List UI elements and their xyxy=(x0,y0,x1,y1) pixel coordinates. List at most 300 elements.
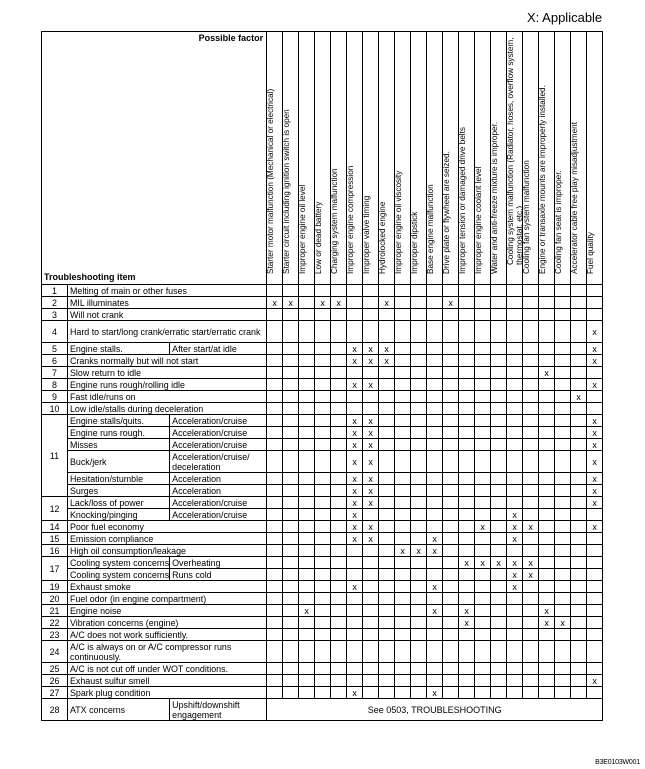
factor-label: Improper engine compression xyxy=(346,165,356,275)
applicable-cell xyxy=(299,321,315,343)
applicable-cell xyxy=(379,521,395,533)
applicable-cell xyxy=(411,321,427,343)
applicable-cell xyxy=(523,497,539,509)
applicable-cell xyxy=(587,663,603,675)
applicable-cell xyxy=(363,663,379,675)
applicable-cell xyxy=(347,663,363,675)
row-number: 22 xyxy=(42,617,68,629)
applicable-cell xyxy=(427,629,443,641)
applicable-cell xyxy=(587,641,603,663)
applicable-cell xyxy=(267,451,283,473)
table-row xyxy=(42,451,603,473)
troubleshooting-item: Spark plug condition xyxy=(68,687,267,699)
applicable-cell xyxy=(427,675,443,687)
applicable-cell xyxy=(571,533,587,545)
applicable-cell xyxy=(363,629,379,641)
applicable-cell xyxy=(267,485,283,497)
applicable-cell xyxy=(331,521,347,533)
troubleshooting-table xyxy=(41,31,603,721)
applicable-cell xyxy=(475,451,491,473)
applicable-cell xyxy=(379,569,395,581)
applicable-cell xyxy=(315,521,331,533)
factor-header xyxy=(283,32,299,285)
applicable-cell xyxy=(459,415,475,427)
applicable-cell xyxy=(283,663,299,675)
applicable-cell xyxy=(411,509,427,521)
applicable-cell xyxy=(267,427,283,439)
applicable-cell xyxy=(491,497,507,509)
applicable-cell xyxy=(459,473,475,485)
applicable-cell xyxy=(347,617,363,629)
applicable-cell xyxy=(315,367,331,379)
applicable-cell xyxy=(315,641,331,663)
applicable-cell xyxy=(587,391,603,403)
applicable-cell xyxy=(507,321,523,343)
applicable-cell xyxy=(299,473,315,485)
factor-header xyxy=(267,32,283,285)
applicable-cell xyxy=(283,641,299,663)
applicable-cell xyxy=(427,509,443,521)
applicable-cell xyxy=(427,617,443,629)
applicable-cell xyxy=(443,427,459,439)
applicable-cell xyxy=(491,367,507,379)
applicable-cell xyxy=(507,485,523,497)
applicable-cell xyxy=(395,593,411,605)
applicable-cell xyxy=(539,473,555,485)
applicable-cell xyxy=(555,687,571,699)
applicable-cell xyxy=(443,439,459,451)
applicable-cell xyxy=(363,321,379,343)
applicable-cell xyxy=(347,545,363,557)
applicable-cell xyxy=(571,379,587,391)
applicable-cell xyxy=(443,321,459,343)
applicable-cell xyxy=(475,629,491,641)
factor-header xyxy=(331,32,347,285)
applicable-cell xyxy=(491,675,507,687)
applicable-cell xyxy=(299,285,315,297)
applicable-cell xyxy=(315,415,331,427)
applicable-cell xyxy=(379,617,395,629)
applicable-cell xyxy=(331,379,347,391)
table-row xyxy=(42,629,603,641)
applicable-cell xyxy=(315,605,331,617)
applicable-cell xyxy=(379,675,395,687)
table-row xyxy=(42,321,603,343)
applicable-cell: x xyxy=(507,533,523,545)
factor-label: Drive plate or flywheel are seized. xyxy=(442,151,452,275)
applicable-cell xyxy=(491,687,507,699)
condition: Upshift/downshift engagement xyxy=(170,699,267,721)
applicable-cell: x xyxy=(347,473,363,485)
applicable-cell xyxy=(475,473,491,485)
applicable-cell xyxy=(443,663,459,675)
applicable-cell xyxy=(331,355,347,367)
applicable-cell xyxy=(395,355,411,367)
applicable-cell xyxy=(587,617,603,629)
applicable-cell xyxy=(331,687,347,699)
applicable-cell xyxy=(347,593,363,605)
applicable-cell xyxy=(299,309,315,321)
troubleshooting-item: Buck/jerk xyxy=(68,451,170,473)
applicable-cell: x xyxy=(331,297,347,309)
applicable-cell xyxy=(475,663,491,675)
applicable-cell xyxy=(395,367,411,379)
applicable-cell xyxy=(523,451,539,473)
applicable-cell: x xyxy=(507,521,523,533)
factor-header xyxy=(491,32,507,285)
applicable-cell xyxy=(475,427,491,439)
applicable-cell xyxy=(571,605,587,617)
applicable-cell xyxy=(379,451,395,473)
applicable-cell xyxy=(299,451,315,473)
applicable-cell xyxy=(331,675,347,687)
applicable-cell xyxy=(507,367,523,379)
applicable-cell xyxy=(427,439,443,451)
applicable-cell: x xyxy=(347,485,363,497)
applicable-cell xyxy=(267,367,283,379)
applicable-cell xyxy=(491,379,507,391)
applicable-cell xyxy=(411,451,427,473)
applicable-cell: x xyxy=(587,415,603,427)
applicable-cell xyxy=(555,297,571,309)
applicable-cell xyxy=(267,439,283,451)
applicable-cell xyxy=(523,675,539,687)
factor-header xyxy=(363,32,379,285)
applicable-cell xyxy=(395,605,411,617)
applicable-cell xyxy=(411,403,427,415)
applicable-cell xyxy=(459,439,475,451)
applicable-cell xyxy=(363,297,379,309)
table-row xyxy=(42,617,603,629)
applicable-cell xyxy=(267,605,283,617)
applicable-cell xyxy=(539,355,555,367)
applicable-cell xyxy=(491,297,507,309)
applicable-cell xyxy=(507,391,523,403)
applicable-cell xyxy=(459,533,475,545)
applicable-cell xyxy=(571,663,587,675)
applicable-cell xyxy=(459,285,475,297)
applicable-cell xyxy=(267,617,283,629)
row-number: 1 xyxy=(42,285,68,297)
applicable-cell xyxy=(571,675,587,687)
applicable-cell xyxy=(555,403,571,415)
applicable-cell: x xyxy=(379,297,395,309)
applicable-cell xyxy=(315,509,331,521)
applicable-cell xyxy=(299,427,315,439)
applicable-cell xyxy=(555,605,571,617)
applicable-cell xyxy=(523,367,539,379)
applicable-cell: x xyxy=(411,545,427,557)
table-row xyxy=(42,367,603,379)
possible-factor-heading: Possible factor xyxy=(198,33,264,43)
applicable-cell xyxy=(363,569,379,581)
applicable-cell xyxy=(443,641,459,663)
applicable-cell xyxy=(347,557,363,569)
applicable-cell xyxy=(315,439,331,451)
applicable-cell xyxy=(539,403,555,415)
condition: Acceleration/cruise xyxy=(170,415,267,427)
applicable-cell xyxy=(571,439,587,451)
applicable-cell xyxy=(571,427,587,439)
table-row xyxy=(42,545,603,557)
factor-label: Low or dead battery xyxy=(314,201,324,275)
table-row xyxy=(42,309,603,321)
applicable-cell xyxy=(587,403,603,415)
factor-label: Starter circuit including ignition switch is open xyxy=(282,109,292,275)
applicable-cell xyxy=(475,379,491,391)
applicable-cell: x xyxy=(363,473,379,485)
applicable-cell: x xyxy=(363,533,379,545)
table-row xyxy=(42,285,603,297)
applicable-cell xyxy=(555,451,571,473)
applicable-cell xyxy=(379,321,395,343)
troubleshooting-item: High oil consumption/leakage xyxy=(68,545,267,557)
applicable-cell xyxy=(459,367,475,379)
applicable-cell xyxy=(331,321,347,343)
applicable-cell xyxy=(315,675,331,687)
applicable-cell xyxy=(299,521,315,533)
applicable-cell xyxy=(523,663,539,675)
applicable-cell xyxy=(523,285,539,297)
applicable-cell xyxy=(267,687,283,699)
applicable-cell xyxy=(315,451,331,473)
applicable-cell xyxy=(587,569,603,581)
applicable-cell xyxy=(411,485,427,497)
factor-header xyxy=(395,32,411,285)
applicable-cell: x xyxy=(587,521,603,533)
applicable-cell xyxy=(539,521,555,533)
troubleshooting-item: Surges xyxy=(68,485,170,497)
applicable-cell xyxy=(539,557,555,569)
factor-label: Improper dipstick xyxy=(410,211,420,275)
applicable-cell xyxy=(491,605,507,617)
applicable-cell xyxy=(555,473,571,485)
applicable-cell xyxy=(539,427,555,439)
applicable-cell xyxy=(507,473,523,485)
applicable-cell: x xyxy=(347,521,363,533)
troubleshooting-item: Exhaust sulfur smell xyxy=(68,675,267,687)
applicable-cell xyxy=(331,285,347,297)
applicable-cell xyxy=(267,343,283,355)
condition: Runs cold xyxy=(170,569,267,581)
applicable-cell xyxy=(411,297,427,309)
applicable-cell xyxy=(443,617,459,629)
applicable-cell xyxy=(395,509,411,521)
troubleshooting-item: Vibration concerns (engine) xyxy=(68,617,267,629)
applicable-cell: x xyxy=(347,509,363,521)
applicable-cell xyxy=(427,557,443,569)
applicable-cell xyxy=(299,497,315,509)
applicable-cell xyxy=(507,687,523,699)
applicable-cell xyxy=(363,581,379,593)
applicable-cell xyxy=(331,391,347,403)
applicable-cell xyxy=(379,485,395,497)
factor-label: Charging system malfunction xyxy=(330,168,340,275)
applicable-cell xyxy=(571,641,587,663)
applicable-cell xyxy=(299,675,315,687)
applicable-cell xyxy=(475,403,491,415)
applicable-cell xyxy=(539,285,555,297)
applicable-cell xyxy=(315,309,331,321)
applicable-cell xyxy=(475,285,491,297)
applicable-cell xyxy=(523,379,539,391)
applicable-cell xyxy=(395,321,411,343)
applicable-cell xyxy=(331,509,347,521)
applicable-cell xyxy=(299,687,315,699)
applicable-cell xyxy=(331,367,347,379)
applicable-cell: x xyxy=(459,605,475,617)
applicable-cell xyxy=(539,415,555,427)
applicable-cell xyxy=(267,355,283,367)
applicable-cell xyxy=(427,485,443,497)
applicable-cell xyxy=(315,663,331,675)
applicable-cell: x xyxy=(347,497,363,509)
applicable-cell xyxy=(427,593,443,605)
applicable-cell xyxy=(507,545,523,557)
applicable-cell: x xyxy=(587,439,603,451)
troubleshooting-item: A/C is always on or A/C compressor runs continuously. xyxy=(68,641,267,663)
applicable-cell xyxy=(267,285,283,297)
applicable-cell xyxy=(411,593,427,605)
applicable-cell xyxy=(459,675,475,687)
row-number: 3 xyxy=(42,309,68,321)
applicable-cell xyxy=(363,509,379,521)
applicable-cell xyxy=(459,569,475,581)
applicable-cell xyxy=(283,605,299,617)
applicable-cell xyxy=(315,403,331,415)
applicable-cell xyxy=(523,439,539,451)
applicable-cell xyxy=(283,485,299,497)
applicable-cell xyxy=(491,309,507,321)
applicable-cell xyxy=(539,297,555,309)
applicable-cell xyxy=(539,629,555,641)
applicable-cell xyxy=(587,593,603,605)
applicable-cell xyxy=(571,343,587,355)
applicable-cell: x xyxy=(459,617,475,629)
applicable-cell xyxy=(283,545,299,557)
applicable-cell xyxy=(347,641,363,663)
applicable-cell xyxy=(395,675,411,687)
applicable-cell xyxy=(379,533,395,545)
applicable-cell xyxy=(267,379,283,391)
troubleshooting-item: A/C does not work sufficiently. xyxy=(68,629,267,641)
applicable-cell xyxy=(347,367,363,379)
table-row xyxy=(42,533,603,545)
applicable-cell xyxy=(475,687,491,699)
applicable-cell xyxy=(363,367,379,379)
applicable-cell: x xyxy=(475,557,491,569)
applicable-cell xyxy=(555,521,571,533)
applicable-cell xyxy=(395,485,411,497)
applicable-cell: x xyxy=(267,297,283,309)
applicable-cell xyxy=(411,533,427,545)
applicable-cell xyxy=(395,497,411,509)
applicable-cell xyxy=(459,641,475,663)
applicable-cell xyxy=(267,641,283,663)
applicable-cell xyxy=(443,593,459,605)
applicable-cell xyxy=(523,391,539,403)
applicable-cell xyxy=(395,297,411,309)
applicable-cell xyxy=(459,355,475,367)
table-row xyxy=(42,641,603,663)
applicable-cell: x xyxy=(379,343,395,355)
applicable-cell xyxy=(555,391,571,403)
applicable-cell xyxy=(443,545,459,557)
applicable-cell xyxy=(379,391,395,403)
applicable-cell xyxy=(555,675,571,687)
applicable-cell xyxy=(331,581,347,593)
applicable-cell xyxy=(571,581,587,593)
applicable-cell xyxy=(411,367,427,379)
row-number: 8 xyxy=(42,379,68,391)
applicable-cell: x xyxy=(587,497,603,509)
applicable-cell: x xyxy=(363,439,379,451)
applicable-cell xyxy=(411,687,427,699)
applicable-cell xyxy=(587,557,603,569)
applicable-cell xyxy=(267,403,283,415)
applicable-cell xyxy=(587,605,603,617)
applicable-cell: x xyxy=(299,605,315,617)
applicable-cell xyxy=(427,415,443,427)
applicable-cell xyxy=(539,687,555,699)
troubleshooting-item: Engine runs rough/rolling idle xyxy=(68,379,267,391)
applicable-cell xyxy=(475,497,491,509)
applicable-cell xyxy=(475,569,491,581)
applicable-cell xyxy=(459,403,475,415)
applicable-cell xyxy=(267,473,283,485)
applicable-cell xyxy=(539,309,555,321)
factor-header xyxy=(427,32,443,285)
applicable-cell xyxy=(475,297,491,309)
applicable-cell xyxy=(299,403,315,415)
factor-header-row xyxy=(42,32,603,285)
applicable-cell xyxy=(299,367,315,379)
applicable-cell xyxy=(491,581,507,593)
applicable-cell xyxy=(267,415,283,427)
applicable-cell xyxy=(539,663,555,675)
applicable-cell xyxy=(587,545,603,557)
row-number: 12 xyxy=(42,497,68,521)
applicable-cell xyxy=(299,509,315,521)
applicable-cell xyxy=(395,403,411,415)
applicable-cell xyxy=(427,355,443,367)
applicable-cell xyxy=(587,509,603,521)
applicable-cell xyxy=(539,545,555,557)
applicable-cell xyxy=(299,439,315,451)
applicable-cell xyxy=(347,285,363,297)
applicable-cell xyxy=(475,415,491,427)
applicable-cell xyxy=(523,321,539,343)
troubleshooting-item: MIL illuminates xyxy=(68,297,267,309)
applicable-cell xyxy=(523,687,539,699)
applicable-cell xyxy=(331,439,347,451)
applicable-cell xyxy=(427,569,443,581)
applicable-cell xyxy=(523,545,539,557)
applicable-cell xyxy=(283,439,299,451)
applicable-cell xyxy=(267,629,283,641)
factor-header xyxy=(571,32,587,285)
applicable-cell xyxy=(507,403,523,415)
factor-header xyxy=(523,32,539,285)
table-row xyxy=(42,485,603,497)
applicable-cell xyxy=(587,687,603,699)
applicable-cell: x xyxy=(347,533,363,545)
applicable-cell xyxy=(379,629,395,641)
applicable-cell xyxy=(331,427,347,439)
table-row xyxy=(42,675,603,687)
applicable-cell xyxy=(475,343,491,355)
applicable-cell xyxy=(491,473,507,485)
